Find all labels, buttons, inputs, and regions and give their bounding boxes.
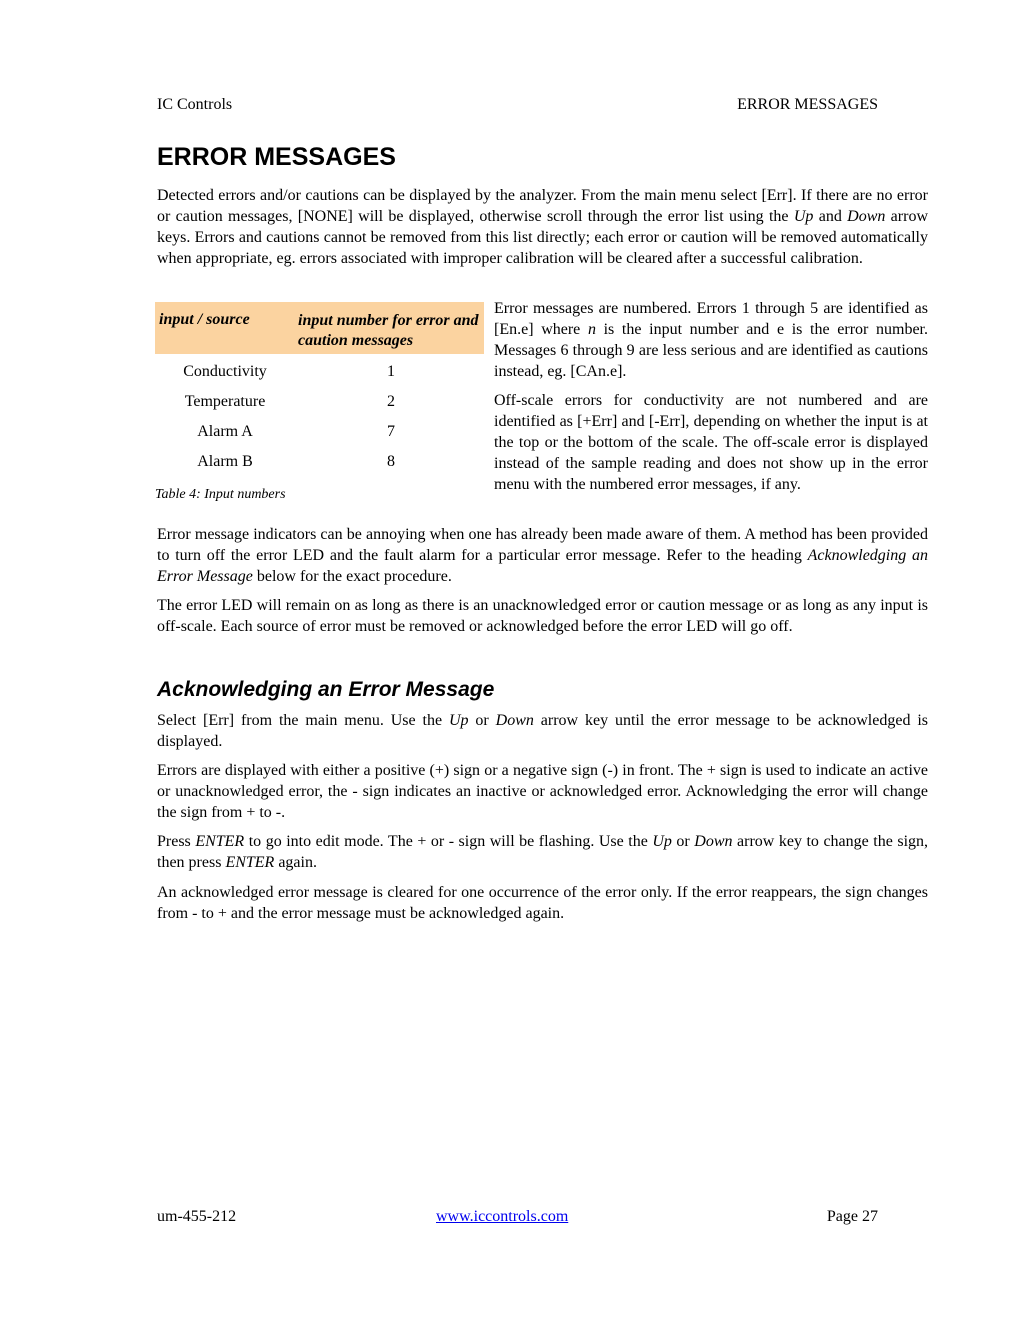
enter-key-term: ENTER [195, 833, 245, 850]
up-key-term: Up [448, 712, 469, 729]
table-row [155, 414, 484, 444]
enter-key-term: ENTER [225, 854, 275, 871]
header-input-source: input / source [159, 311, 250, 328]
intro-text-3: arrow keys. Errors and cautions cannot be removed from this list directly; each error or caution will be removed automatically when appropriate, eg. errors associated with improper calibration will be cleared after a successful calibration. [157, 208, 928, 267]
led-paragraph: The error LED will remain on as long as there is an unacknowledged error or caution message or as long as any input is off-scale. Each source of error must be removed or acknowledged before the error LED will go off. [157, 597, 928, 635]
cell-source: Conductivity [183, 363, 267, 380]
n-variable: n [587, 321, 596, 338]
table-row [155, 444, 484, 474]
table-caption: Table 4: Input numbers [155, 487, 286, 502]
up-key-term: Up [793, 208, 814, 225]
intro-text-2: and [813, 208, 848, 225]
heading-reference: Acknowledging an Error Message [157, 547, 929, 585]
document-id: um-455-212 [157, 1208, 237, 1225]
press-text-3: or [671, 833, 695, 850]
website-link[interactable]: www.iccontrols.com [436, 1208, 569, 1225]
table-row [155, 354, 484, 384]
cell-source: Alarm B [197, 453, 253, 470]
up-key-term: Up [652, 833, 672, 850]
press-text-1: Press [157, 833, 196, 850]
header-right: ERROR MESSAGES [737, 96, 878, 113]
cell-number: 1 [387, 363, 395, 380]
press-text-4: arrow key to change the sign, then press [157, 833, 929, 871]
page-number: Page 27 [826, 1208, 878, 1225]
indicators-text-2: below for the exact procedure. [252, 568, 452, 585]
press-text-2: to go into edit mode. The + or - sign will be flashing. Use the [244, 833, 653, 850]
down-key-term: Down [495, 712, 534, 729]
indicators-paragraph [157, 524, 928, 587]
select-text-1: Select [Err] from the main menu. Use the [157, 712, 449, 729]
header-input-number: input number for error and caution messages [298, 312, 479, 349]
intro-paragraph [157, 185, 928, 269]
intro-text-1: Detected errors and/or cautions can be displayed by the analyzer. From the main menu select [Err]. If there are no error or caution messages, [NONE] will be displayed, otherwise scroll through the error list using the [157, 187, 928, 225]
header-left: IC Controls [157, 96, 233, 113]
down-key-term: Down [847, 208, 886, 225]
select-paragraph [157, 710, 928, 752]
press-paragraph [157, 831, 928, 873]
section-title: Acknowledging an Error Message [157, 678, 495, 701]
cell-number: 2 [387, 393, 395, 410]
cell-source: Alarm A [197, 423, 253, 440]
select-text-3: arrow key until the error message to be acknowledged is displayed. [157, 712, 929, 750]
numbered-errors-paragraph [494, 298, 928, 382]
table-row [155, 384, 484, 414]
numbered-text-1: Error messages are numbered. Errors 1 through 5 are identified as [En.e] where [494, 300, 928, 338]
cell-source: Temperature [184, 393, 266, 410]
signs-paragraph: Errors are displayed with either a positive (+) sign or a negative sign (-) in front. The + sign is used to indicate an active or unacknowledged error, the - sign indicates an inactive or acknowledged error. Acknowledging the error will change the sign from + to -. [157, 762, 928, 821]
press-text-5: again. [274, 854, 317, 871]
table-header [155, 302, 484, 354]
cell-number: 7 [387, 423, 395, 440]
offscale-paragraph: Off-scale errors for conductivity are not numbered and are identified as [+Err] and [-Err], depending on whether the input is at the top or the bottom of the scale. The off-scale error is displayed instead of the sample reading and does not show up in the error menu with the numbered error messages, if any. [494, 392, 928, 493]
indicators-text-1: Error message indicators can be annoying when one has already been made aware of them. A method has been provided to turn off the error LED and the fault alarm for a particular error message. Refer to the heading [157, 526, 928, 564]
down-key-term: Down [694, 833, 733, 850]
page-title: ERROR MESSAGES [157, 143, 396, 171]
input-numbers-table [155, 302, 484, 474]
cell-number: 8 [387, 453, 395, 470]
select-text-2: or [468, 712, 496, 729]
cleared-paragraph: An acknowledged error message is cleared for one occurrence of the error only. If the error reappears, the sign changes from - to + and the error message must be acknowledged again. [157, 884, 928, 922]
numbered-text-2: is the input number and e is the error number. Messages 6 through 9 are less serious and are identified as cautions instead, eg. [CAn.e]. [494, 321, 928, 380]
